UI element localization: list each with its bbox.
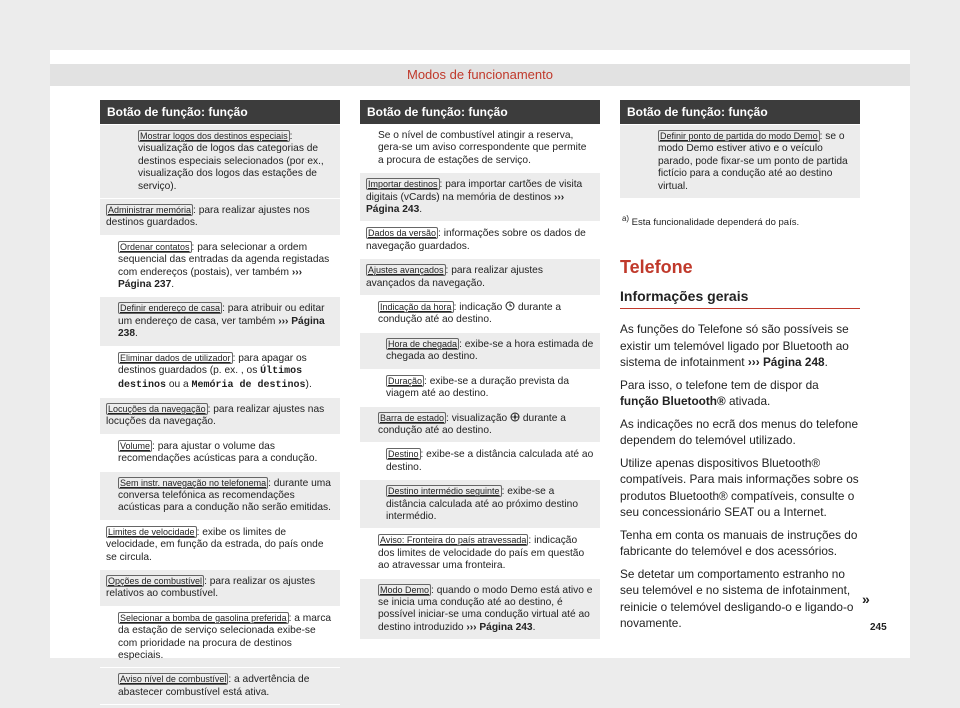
list-item: Destino intermédio seguinte : exibe-se a distância calculada até ao próximo destino intermédio. <box>360 480 600 529</box>
list-item: Se o nível de combustível atingir a reserva, gera-se um aviso correspondente que permite a procura de estações de serviço. <box>360 125 600 173</box>
paragraph: Para isso, o telefone tem de dispor da função Bluetooth® ativada. <box>620 377 819 409</box>
continue-arrow-icon: » <box>862 591 870 607</box>
list-item: Limites de velocidade : exibe os limites de velocidade, em função da estrada, do país onde se circula. <box>100 521 340 570</box>
function-button-label: Opções de combustível <box>108 575 203 586</box>
list-item: Ordenar contatos : para selecionar a ordem sequencial das entradas da agenda registadas com endereços (postais), ver também ››› Página 237. <box>100 236 340 298</box>
list-item: Aviso nível de combustível : a advertência de abastecer combustível está ativa. <box>100 668 340 705</box>
list-item: Selecionar a bomba de gasolina preferida : a marca da estação de serviço selecionada exibe-se com prioridade na procura de destinos especiais. <box>100 607 340 669</box>
function-button-label: Eliminar dados de utilizador <box>120 352 231 363</box>
list-item: Opções de combustível : para realizar os ajustes relativos ao combustível. <box>100 570 340 607</box>
footnote: $^{a)}$ Esta funcionalidade dependerá do país. <box>622 214 800 229</box>
list-item: Administrar memória : para realizar ajustes nos destinos guardados. <box>100 199 340 236</box>
list-item: Sem instr. navegação no telefonema : durante uma conversa telefónica as recomendações acústicas para a condução não serão emitidas. <box>100 472 340 521</box>
function-button-label: Importar destinos <box>368 179 438 190</box>
paragraph: Utilize apenas dispositivos Bluetooth® compatíveis. Para mais informações sobre os produtos Bluetooth® compatíveis, consulte o seu concessionário SEAT ou a Internet. <box>620 455 859 520</box>
column-heading: Botão de função: função <box>360 100 600 125</box>
list-item: Ajustes avançados : para realizar ajustes avançados da navegação. <box>360 259 600 296</box>
list-item: Indicação da hora : indicação durante a condução até ao destino. <box>360 296 600 333</box>
page-reference[interactable]: ››› Página 238 <box>118 315 325 340</box>
function-button-label: Definir endereço de casa <box>120 303 221 314</box>
list-item: Aviso: Fronteira do país atravessada : indicação dos limites de velocidade do país em questão ao atravessar uma fronteira. <box>360 529 600 578</box>
function-button-label: Limites de velocidade <box>108 526 195 537</box>
list-item: Hora de chegada : exibe-se a hora estimada de chegada ao destino. <box>360 333 600 370</box>
function-button-label: Volume <box>120 440 151 451</box>
list-item: Importar destinos : para importar cartões de visita digitais (vCards) na memória de destinos ››› Página 243. <box>360 173 600 222</box>
page-header: Modos de funcionamento <box>50 64 910 86</box>
column-3 <box>620 100 860 638</box>
function-button-label: Modo Demo <box>380 584 430 595</box>
subsection-title: Informações gerais <box>620 288 860 309</box>
column-heading: Botão de função: função <box>620 100 860 125</box>
page-reference[interactable]: ››› Página 243 <box>466 621 533 633</box>
function-button-label: Indicação da hora <box>380 302 452 313</box>
list-item: Locuções da navegação : para realizar ajustes nas locuções da navegação. <box>100 398 340 435</box>
page-reference[interactable]: ››› Página 237 <box>118 266 303 291</box>
list-item: Definir ponto de partida do modo Demo : se o modo Demo estiver ativo e o veículo parado, pode fixar-se um ponto de partida fictício para a condução até ao destino virtual. <box>620 125 860 199</box>
function-button-label: Hora de chegada <box>388 338 458 349</box>
function-button-label: Destino intermédio seguinte <box>388 486 500 497</box>
paragraph: As indicações no ecrã dos menus do telefone dependem do telemóvel utilizado. <box>620 416 859 448</box>
function-button-label: Ordenar contatos <box>120 241 190 252</box>
paragraph: As funções do Telefone só são possíveis se existir um telemóvel ligado por Bluetooth ao sistema de infotainment ››› Página 248. <box>620 322 849 370</box>
function-button-label: Mostrar logos dos destinos especiais <box>140 131 288 141</box>
page-reference[interactable]: ››› Página 248 <box>747 355 825 370</box>
function-button-label: Administrar memória <box>108 205 192 216</box>
list-item: Volume : para ajustar o volume das recomendações acústicas para a condução. <box>100 435 340 472</box>
list-item: Eliminar dados de utilizador : para apagar os destinos guardados (p. ex. , os Últimos destinos ou a Memória de destinos). <box>100 347 340 398</box>
list-item: Modo Demo : quando o modo Demo está ativo e se inicia uma condução até ao destino, é possível iniciar-se uma condução virtual até ao destino introduzido ››› Página 243. <box>360 579 600 641</box>
function-button-label: Destino <box>388 449 419 460</box>
list-item: Destino : exibe-se a distância calculada até ao destino. <box>360 443 600 480</box>
page-reference[interactable]: ››› Página 243 <box>366 191 565 216</box>
paragraph: Se detetar um comportamento estranho no seu telemóvel e no sistema de infotainment, reinicie o telemóvel desligando-o e ligando-o novamente. <box>620 566 854 631</box>
column-2 <box>360 100 600 640</box>
function-button-label: Dados da versão <box>368 228 437 239</box>
column-1 <box>100 100 340 705</box>
list-item: Barra de estado : visualização durante a condução até ao destino. <box>360 407 600 444</box>
column-heading: Botão de função: função <box>100 100 340 125</box>
function-button-label: Locuções da navegação <box>108 403 206 414</box>
function-button-label: Definir ponto de partida do modo Demo <box>660 131 818 141</box>
function-button-label: Aviso nível de combustível <box>120 674 227 685</box>
list-item: Duração : exibe-se a duração prevista da viagem até ao destino. <box>360 370 600 407</box>
function-button-label: Duração <box>388 375 423 386</box>
page-number: 245 <box>870 622 887 633</box>
function-button-label: Sem instr. navegação no telefonema <box>120 477 267 488</box>
list-item: Definir endereço de casa : para atribuir ou editar um endereço de casa, ver também ››› Página 238. <box>100 297 340 346</box>
function-button-label: Ajustes avançados <box>368 265 444 276</box>
paragraph: Tenha em conta os manuais de instruções do fabricante do telemóvel e dos acessórios. <box>620 527 858 559</box>
list-item: Dados da versão : informações sobre os dados de navegação guardados. <box>360 222 600 259</box>
section-title: Telefone <box>620 257 693 278</box>
function-button-label: Barra de estado <box>380 412 445 423</box>
function-button-label: Selecionar a bomba de gasolina preferida <box>120 612 287 623</box>
clock-icon <box>505 301 515 311</box>
list-item: Mostrar logos dos destinos especiais : visualização de logos das categorias de destinos especiais selecionados (por ex., visualização dos logos das estações de serviço). <box>100 125 340 199</box>
function-button-label: Aviso: Fronteira do país atravessada <box>380 535 527 546</box>
compass-icon <box>510 412 520 422</box>
